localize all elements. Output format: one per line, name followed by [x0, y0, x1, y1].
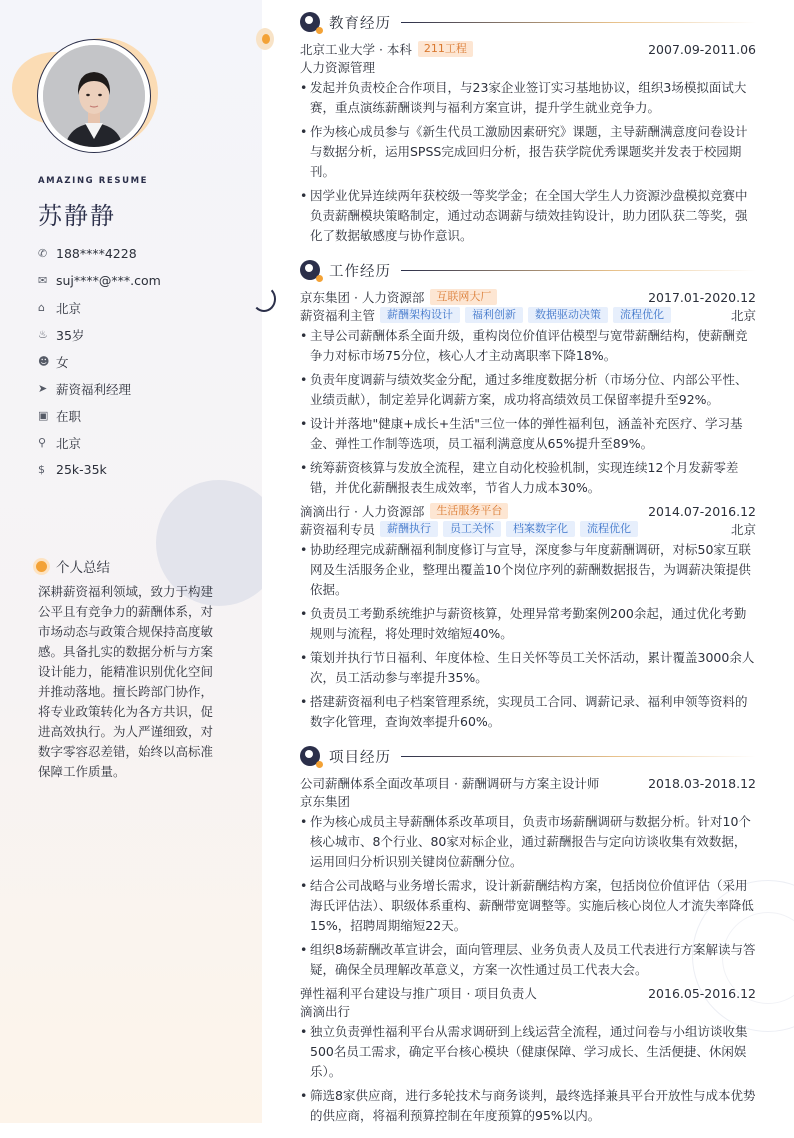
company-name: 京东集团 · 人力资源部 — [300, 290, 425, 305]
personal-info-list — [38, 240, 161, 483]
project-bullets — [300, 812, 756, 980]
projects-section — [300, 744, 756, 1126]
list-item: • 作为核心成员主导薪酬体系改革项目，负责市场薪酬调研与数据分析。针对10个核心城市、8个行业、80家对标企业，通过薪酬报告与定向访谈收集有效数据，运用回归分析识别关键岗位薪酬分位。 — [300, 812, 756, 872]
info-text: 35岁 — [56, 327, 85, 343]
resume-tagline: AMAZING RESUME — [38, 176, 149, 186]
section-header — [300, 744, 756, 768]
major-name: 人力资源管理 — [300, 60, 376, 75]
project-org: 滴滴出行 — [300, 1004, 351, 1019]
section-icon — [300, 260, 320, 280]
skill-tag: 档案数字化 — [506, 521, 575, 537]
list-item: • 作为核心成员参与《新生代员工激励因素研究》课题，主导薪酬满意度问卷设计与数据分析，运用SPSS完成回归分析，报告获学院优秀课题奖并发表于校园期刊。 — [300, 122, 756, 182]
job-role-row — [300, 520, 756, 538]
sidebar — [0, 0, 262, 1123]
decorative-arc — [252, 286, 276, 312]
section-divider — [401, 270, 756, 271]
info-text: 25k-35k — [56, 462, 107, 477]
education-date: 2007.09-2011.06 — [648, 41, 756, 57]
list-item: • 结合公司战略与业务增长需求，设计新薪酬结构方案，包括岗位价值评估（采用海氏评估法）、职级体系重构、薪酬带宽调整等。实施后核心岗位人才流失率降低15%，招聘周期缩短22天。 — [300, 876, 756, 936]
info-item-status — [38, 402, 161, 429]
job-city: 北京 — [730, 308, 756, 323]
list-item: • 发起并负责校企合作项目，与23家企业签订实习基地协议，组织3场模拟面试大赛，重点演练薪酬谈判与福利方案宣讲，提升学生就业竞争力。 — [300, 78, 756, 118]
education-header-row — [300, 40, 756, 58]
job-entry — [300, 288, 756, 498]
list-item: • 设计并落地"健康+成长+生活"三位一体的弹性福利包，涵盖补充医疗、学习基金、弹性工作制等选项，员工福利满意度从65%提升至89%。 — [300, 414, 756, 454]
job-role: 薪资福利专员 — [300, 522, 376, 537]
gender-icon: ☻ — [38, 355, 50, 368]
candidate-name: 苏静静 — [38, 202, 116, 230]
list-item: • 搭建薪资福利电子档案管理系统，实现员工合同、调薪记录、福利申领等资料的数字化管理，查询效率提升60%。 — [300, 692, 756, 732]
education-section — [300, 10, 756, 246]
skill-tag: 薪酬架构设计 — [380, 307, 460, 323]
mail-icon: ✉ — [38, 274, 48, 287]
section-icon — [300, 746, 320, 766]
list-item: • 负责员工考勤系统维护与薪资核算，处理异常考勤案例200余起，通过优化考勤规则与流程，将处理时效缩短40%。 — [300, 604, 756, 644]
skill-tag: 员工关怀 — [443, 521, 501, 537]
section-divider — [401, 22, 756, 23]
skill-tag: 流程优化 — [580, 521, 638, 537]
avatar-portrait — [43, 45, 145, 147]
skill-tag: 薪酬执行 — [380, 521, 438, 537]
info-item-gender — [38, 348, 161, 375]
job-header-row — [300, 502, 756, 520]
avatar-frame — [37, 39, 151, 153]
info-text: suj****@***.com — [56, 273, 161, 288]
skill-tag: 数据驱动决策 — [528, 307, 608, 323]
job-header-row — [300, 288, 756, 306]
project-date: 2016.05-2016.12 — [648, 985, 756, 1001]
job-bullets — [300, 540, 756, 732]
list-item: • 策划并执行节日福利、年度体检、生日关怀等员工关怀活动，累计覆盖3000余人次，员工活动参与率提升35%。 — [300, 648, 756, 688]
project-name: 公司薪酬体系全面改革项目 · 薪酬调研与方案主设计师 — [300, 776, 600, 791]
section-title: 项目经历 — [329, 749, 391, 766]
summary-heading — [36, 556, 110, 576]
info-text: 薪资福利经理 — [56, 381, 132, 397]
school-name: 北京工业大学 · 本科 — [300, 42, 412, 57]
job-bullets — [300, 326, 756, 498]
phone-icon: ✆ — [38, 247, 48, 260]
info-item-phone — [38, 240, 161, 267]
summary-dot-icon — [36, 561, 47, 572]
job-role: 薪资福利主管 — [300, 308, 376, 323]
section-divider — [401, 756, 756, 757]
company-badge: 互联网大厂 — [430, 289, 497, 305]
info-item-salary — [38, 456, 161, 483]
project-entry — [300, 984, 756, 1126]
job-city: 北京 — [730, 522, 756, 537]
section-icon — [300, 12, 320, 32]
cake-icon: ♨ — [38, 328, 48, 341]
education-bullets — [300, 78, 756, 246]
info-text: 北京 — [56, 300, 82, 316]
project-name: 弹性福利平台建设与推广项目 · 项目负责人 — [300, 986, 537, 1001]
project-header-row — [300, 774, 756, 792]
salary-icon: $ — [38, 463, 45, 476]
list-item: • 组织8场薪酬改革宣讲会，面向管理层、业务负责人及员工代表进行方案解读与答疑，确保全员理解改革意义，方案一次性通过员工代表大会。 — [300, 940, 756, 980]
list-item: • 主导公司薪酬体系全面升级，重构岗位价值评估模型与宽带薪酬结构，使薪酬竞争力对标市场75分位，核心人才主动离职率下降18%。 — [300, 326, 756, 366]
work-section — [300, 258, 756, 732]
list-item: • 筛选8家供应商，进行多轮技术与商务谈判，最终选择兼具平台开放性与成本优势的供应商，将福利预算控制在年度预算的95%以内。 — [300, 1086, 756, 1126]
skill-tag: 流程优化 — [613, 307, 671, 323]
info-item-age — [38, 321, 161, 348]
project-date: 2018.03-2018.12 — [648, 775, 756, 791]
info-item-position — [38, 375, 161, 402]
list-item: • 统筹薪资核算与发放全流程，建立自动化校验机制，实现连续12个月发薪零差错，并优化薪酬报表生成效率，节省人力成本30%。 — [300, 458, 756, 498]
list-item: • 独立负责弹性福利平台从需求调研到上线运营全流程，通过问卷与小组访谈收集500名员工需求，确定平台核心模块（健康保障、学习成长、生活便捷、休闲娱乐）。 — [300, 1022, 756, 1082]
info-text: 188****4228 — [56, 246, 137, 261]
info-text: 女 — [56, 354, 69, 370]
decorative-dot — [262, 34, 270, 44]
info-item-home — [38, 294, 161, 321]
info-text: 北京 — [56, 435, 82, 451]
job-entry — [300, 502, 756, 732]
send-icon: ➤ — [38, 382, 48, 395]
company-name: 滴滴出行 · 人力资源部 — [300, 504, 425, 519]
info-item-location — [38, 429, 161, 456]
main-content — [300, 10, 756, 1138]
school-badge: 211工程 — [418, 41, 473, 57]
section-header — [300, 258, 756, 282]
job-role-row — [300, 306, 756, 324]
home-icon: ⌂ — [38, 301, 45, 314]
location-icon: ⚲ — [38, 436, 47, 449]
project-org-row — [300, 792, 756, 810]
info-item-email — [38, 267, 161, 294]
section-header — [300, 10, 756, 34]
list-item: • 负责年度调薪与绩效奖金分配，通过多维度数据分析（市场分位、内部公平性、业绩贡献），制定差异化调薪方案，成功将高绩效员工保留率提升至92%。 — [300, 370, 756, 410]
summary-title: 个人总结 — [56, 560, 110, 576]
job-date: 2014.07-2016.12 — [648, 503, 756, 519]
section-title: 工作经历 — [329, 263, 391, 280]
job-date: 2017.01-2020.12 — [648, 289, 756, 305]
project-bullets — [300, 1022, 756, 1126]
skill-tag: 福利创新 — [465, 307, 523, 323]
major-row — [300, 58, 756, 76]
list-item: • 因学业优异连续两年获校级一等奖学金；在全国大学生人力资源沙盘模拟竞赛中负责薪酬模块策略制定，通过动态调薪与绩效挂钩设计，助力团队获二等奖，强化了数据敏感度与协作意识。 — [300, 186, 756, 246]
project-org: 京东集团 — [300, 794, 351, 809]
section-title: 教育经历 — [329, 15, 391, 32]
list-item: • 协助经理完成薪酬福利制度修订与宣导，深度参与年度薪酬调研，对标50家互联网及生活服务企业，整理出覆盖10个岗位序列的薪酬数据报告，为调薪决策提供依据。 — [300, 540, 756, 600]
project-header-row — [300, 984, 756, 1002]
project-entry — [300, 774, 756, 980]
project-org-row — [300, 1002, 756, 1020]
company-badge: 生活服务平台 — [430, 503, 508, 519]
avatar — [43, 45, 145, 147]
info-text: 在职 — [56, 408, 82, 424]
summary-text: 深耕薪资福利领域，致力于构建公平且有竞争力的薪酬体系，对市场动态与政策合规保持高度敏感。具备扎实的数据分析与方案设计能力，能精准识别优化空间并推动落地。擅长跨部门协作，将专业政策转化为各方共识，促进高效执行。为人严谨细致，对数字零容忍差错，始终以高标准保障工作质量。 — [38, 584, 214, 779]
briefcase-icon: ▣ — [38, 409, 49, 422]
